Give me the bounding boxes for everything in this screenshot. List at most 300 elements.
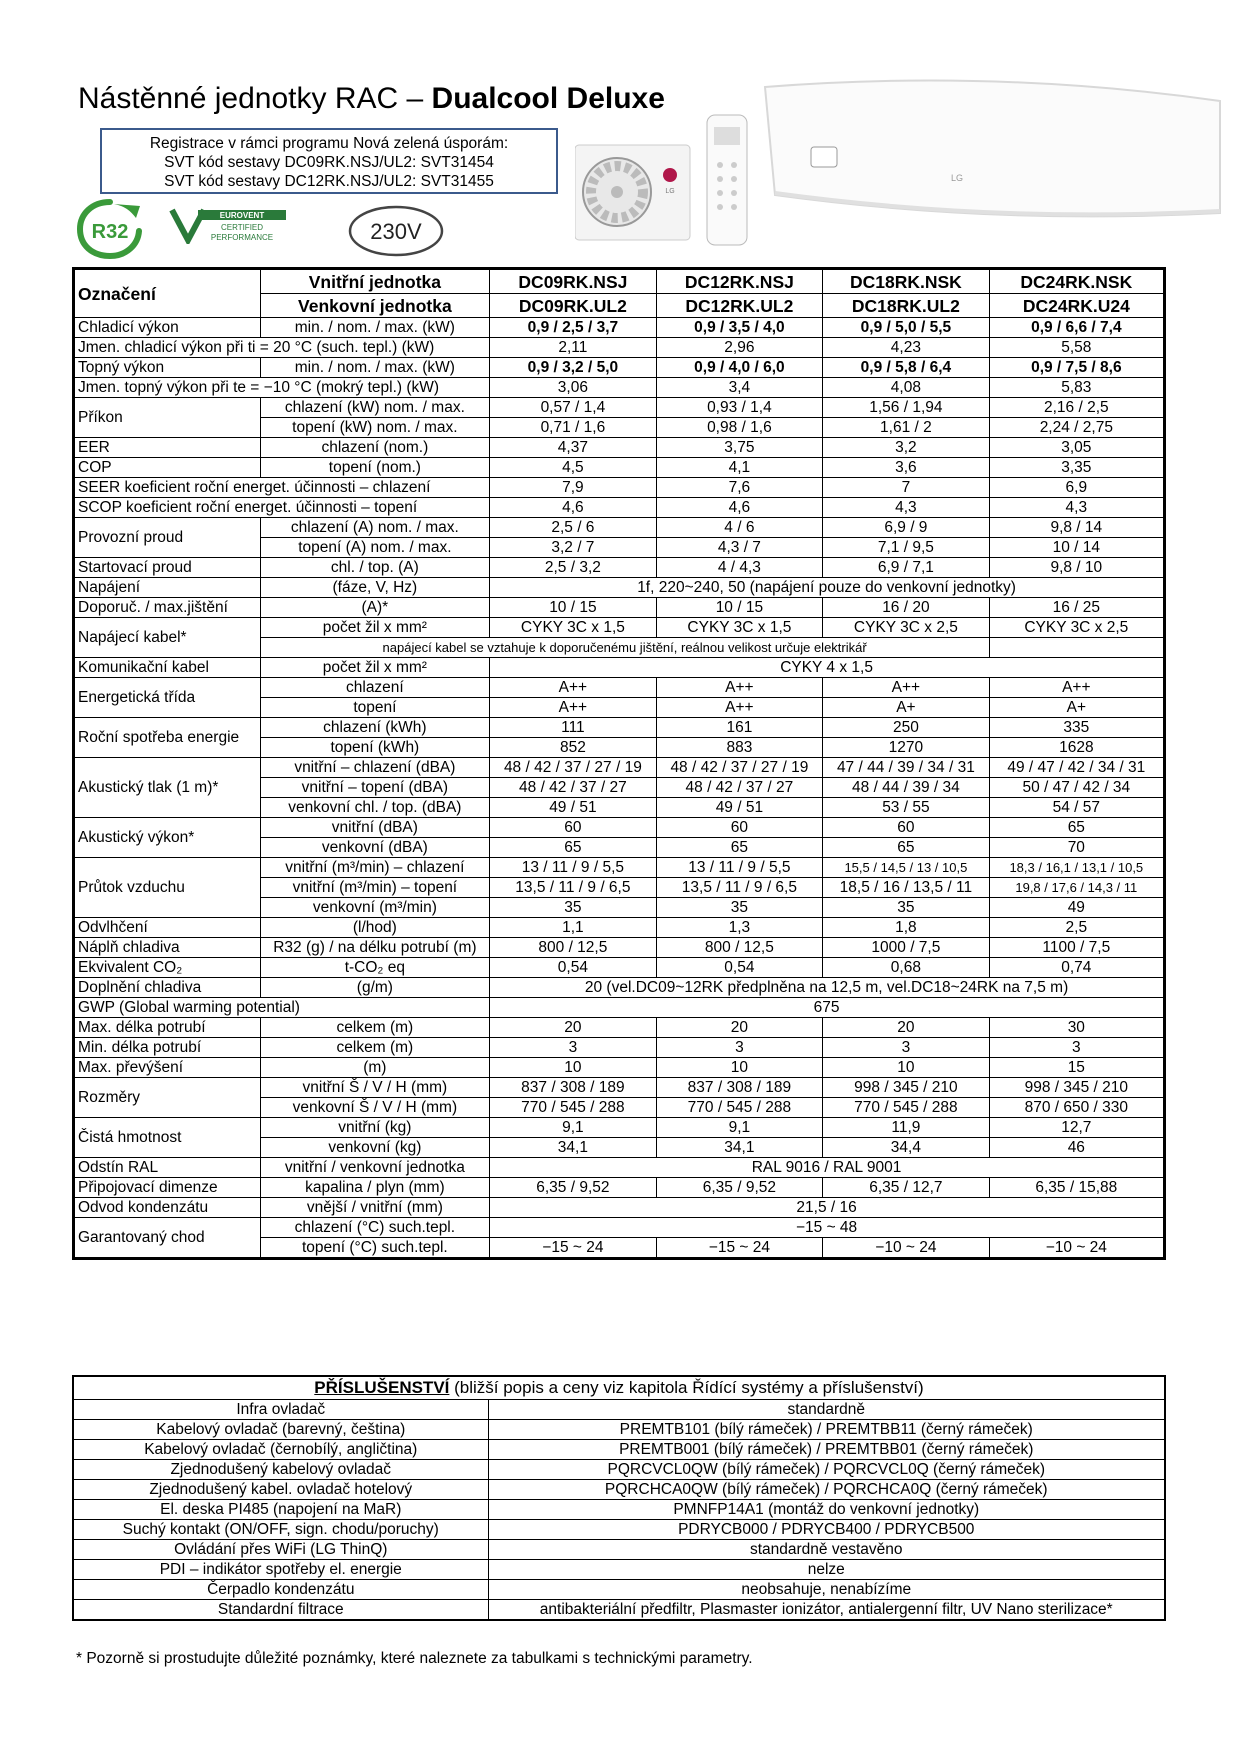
row-unit: venkovní Š / V / H (mm) [260, 1098, 490, 1118]
row-value: A+ [823, 698, 990, 718]
table-row [74, 678, 1165, 698]
row-value: 837 / 308 / 189 [656, 1078, 823, 1098]
row-value: A++ [490, 678, 657, 698]
row-value: 13 / 11 / 9 / 5,5 [490, 858, 657, 878]
table-row [74, 1178, 1165, 1198]
row-value: 2,96 [656, 338, 823, 358]
row-unit: min. / nom. / max. (kW) [260, 358, 490, 378]
row-value: 65 [989, 818, 1164, 838]
row-value: −15 ~ 24 [490, 1238, 657, 1259]
row-value: 13,5 / 11 / 9 / 6,5 [490, 878, 657, 898]
header-outdoor-model: DC24RK.U24 [989, 294, 1164, 318]
row-label: COP [74, 458, 261, 478]
row-value: 4,3 [823, 498, 990, 518]
row-value: CYKY 3C x 2,5 [823, 618, 990, 638]
row-value: 3,35 [989, 458, 1164, 478]
row-value: CYKY 3C x 1,5 [656, 618, 823, 638]
row-label: Akustický tlak (1 m)* [74, 758, 261, 818]
row-label: Náplň chladiva [74, 938, 261, 958]
registration-box [100, 128, 558, 194]
row-value: 770 / 545 / 288 [656, 1098, 823, 1118]
row-unit: vnitřní (kg) [260, 1118, 490, 1138]
row-value: 0,74 [989, 958, 1164, 978]
row-unit: (g/m) [260, 978, 490, 998]
row-value: 48 / 42 / 37 / 27 [656, 778, 823, 798]
accessory-value: PQRCHCA0QW (bílý rámeček) / PQRCHCA0Q (černý rámeček) [488, 1480, 1165, 1500]
table-row [74, 718, 1165, 738]
row-label: Napájecí kabel* [74, 618, 261, 658]
r32-label: R32 [91, 221, 129, 243]
row-value-span: 1f, 220~240, 50 (napájení pouze do venkovní jednotky) [490, 578, 1165, 598]
product-image [575, 75, 1225, 255]
row-label: Roční spotřeba energie [74, 718, 261, 758]
row-value: 10 [490, 1058, 657, 1078]
row-value-span: 21,5 / 16 [490, 1198, 1165, 1218]
accessory-value: PREMTB101 (bílý rámeček) / PREMTBB11 (černý rámeček) [488, 1420, 1165, 1440]
table-row [74, 318, 1165, 338]
row-unit: topení (kW) nom. / max. [260, 418, 490, 438]
row-value: 47 / 44 / 39 / 34 / 31 [823, 758, 990, 778]
table-row [74, 1078, 1165, 1098]
row-value: 13,5 / 11 / 9 / 6,5 [656, 878, 823, 898]
accessory-row [73, 1600, 1165, 1621]
row-value: 6,9 / 9 [823, 518, 990, 538]
accessory-value: neobsahuje, nenabízíme [488, 1580, 1165, 1600]
table-row [74, 1198, 1165, 1218]
row-value: 250 [823, 718, 990, 738]
row-value: 770 / 545 / 288 [823, 1098, 990, 1118]
row-label: GWP (Global warming potential) [74, 998, 490, 1018]
row-unit: chlazení (A) nom. / max. [260, 518, 490, 538]
accessory-name: Zjednodušený kabelový ovladač [73, 1460, 488, 1480]
row-value: 60 [823, 818, 990, 838]
row-label: Topný výkon [74, 358, 261, 378]
accessory-row [73, 1500, 1165, 1520]
row-value-span: −15 ~ 48 [490, 1218, 1165, 1238]
header-indoor-model: DC18RK.NSK [823, 269, 990, 294]
row-label: Doplnění chladiva [74, 978, 261, 998]
accessory-value: antibakteriální předfiltr, Plasmaster ionizátor, antialergenní filtr, UV Nano sterilizace* [488, 1600, 1165, 1621]
row-value: 4 / 4,3 [656, 558, 823, 578]
row-value: A+ [989, 698, 1164, 718]
row-value: 4 / 6 [656, 518, 823, 538]
table-row [74, 438, 1165, 458]
row-value: 9,8 / 10 [989, 558, 1164, 578]
table-row [74, 478, 1165, 498]
row-value: 837 / 308 / 189 [490, 1078, 657, 1098]
row-unit: chlazení [260, 678, 490, 698]
row-value: 0,9 / 3,5 / 4,0 [656, 318, 823, 338]
row-value-span: 20 (vel.DC09~12RK předplněna na 12,5 m, vel.DC18~24RK na 7,5 m) [490, 978, 1165, 998]
row-value: 6,35 / 9,52 [656, 1178, 823, 1198]
accessory-row [73, 1420, 1165, 1440]
row-value: 5,83 [989, 378, 1164, 398]
row-value: 48 / 42 / 37 / 27 [490, 778, 657, 798]
table-row [74, 558, 1165, 578]
row-unit: (fáze, V, Hz) [260, 578, 490, 598]
row-value: 3,2 / 7 [490, 538, 657, 558]
table-row [74, 858, 1165, 878]
row-value: 0,9 / 2,5 / 3,7 [490, 318, 657, 338]
row-label: Max. převýšení [74, 1058, 261, 1078]
header-outdoor-model: DC18RK.UL2 [823, 294, 990, 318]
row-value: 49 / 51 [490, 798, 657, 818]
row-unit: topení (°C) such.tepl. [260, 1238, 490, 1259]
row-unit: venkovní (m³/min) [260, 898, 490, 918]
table-row [74, 938, 1165, 958]
row-value-span: RAL 9016 / RAL 9001 [490, 1158, 1165, 1178]
accessories-table [72, 1375, 1166, 1621]
row-value: 2,5 / 6 [490, 518, 657, 538]
row-value: 1,1 [490, 918, 657, 938]
row-value: 3 [490, 1038, 657, 1058]
row-value: 1,8 [823, 918, 990, 938]
row-unit: venkovní (kg) [260, 1138, 490, 1158]
row-value: 10 / 15 [656, 598, 823, 618]
table-row [74, 978, 1165, 998]
accessory-row [73, 1440, 1165, 1460]
accessory-row [73, 1460, 1165, 1480]
row-value: 3,75 [656, 438, 823, 458]
row-value: 4,3 [989, 498, 1164, 518]
row-value: 34,1 [656, 1138, 823, 1158]
table-row [74, 758, 1165, 778]
row-value: 161 [656, 718, 823, 738]
row-value: 18,3 / 16,1 / 13,1 / 10,5 [989, 858, 1164, 878]
row-value: 6,9 / 7,1 [823, 558, 990, 578]
row-value: 0,9 / 7,5 / 8,6 [989, 358, 1164, 378]
accessory-name: Standardní filtrace [73, 1600, 488, 1621]
row-value: 998 / 345 / 210 [989, 1078, 1164, 1098]
row-value: 60 [656, 818, 823, 838]
row-unit: chlazení (nom.) [260, 438, 490, 458]
row-value: 998 / 345 / 210 [823, 1078, 990, 1098]
header-indoor-label: Vnitřní jednotka [260, 269, 490, 294]
row-value: 10 [823, 1058, 990, 1078]
accessory-value: PDRYCB000 / PDRYCB400 / PDRYCB500 [488, 1520, 1165, 1540]
row-label: Max. délka potrubí [74, 1018, 261, 1038]
row-value: 9,1 [490, 1118, 657, 1138]
row-value: 15,5 / 14,5 / 13 / 10,5 [823, 858, 990, 878]
row-label: Chladicí výkon [74, 318, 261, 338]
accessory-row [73, 1540, 1165, 1560]
row-value: 0,98 / 1,6 [656, 418, 823, 438]
row-label: Jmen. chladicí výkon při ti = 20 °C (such. tepl.) (kW) [74, 338, 490, 358]
row-label: Ekvivalent CO₂ [74, 958, 261, 978]
row-label: Garantovaný chod [74, 1218, 261, 1259]
row-label: Odvod kondenzátu [74, 1198, 261, 1218]
eurovent-text: CERTIFIED [220, 223, 264, 232]
row-value: 46 [989, 1138, 1164, 1158]
row-value: 0,9 / 3,2 / 5,0 [490, 358, 657, 378]
row-unit: chlazení (°C) such.tepl. [260, 1218, 490, 1238]
row-value: 49 / 47 / 42 / 34 / 31 [989, 758, 1164, 778]
row-value: 0,57 / 1,4 [490, 398, 657, 418]
row-value: 0,68 [823, 958, 990, 978]
eurovent-text: PERFORMANCE [210, 233, 274, 242]
row-value-span: 675 [490, 998, 1165, 1018]
accessories-header-row [73, 1376, 1165, 1400]
r32-logo-icon [74, 198, 146, 260]
row-value: 2,5 / 3,2 [490, 558, 657, 578]
accessory-name: PDI – indikátor spotřeby el. energie [73, 1560, 488, 1580]
row-value: 0,54 [490, 958, 657, 978]
row-label: SCOP koeficient roční energet. účinnosti – topení [74, 498, 490, 518]
row-value: 2,5 [989, 918, 1164, 938]
row-value: 35 [490, 898, 657, 918]
accessories-heading-rest: (bližší popis a ceny viz kapitola Řídící systémy a příslušenství) [449, 1378, 924, 1397]
row-unit: chlazení (kWh) [260, 718, 490, 738]
row-value: 12,7 [989, 1118, 1164, 1138]
row-value: 70 [989, 838, 1164, 858]
registration-line: SVT kód sestavy DC09RK.NSJ/UL2: SVT31454 [164, 154, 494, 171]
row-value: 0,71 / 1,6 [490, 418, 657, 438]
table-row [74, 518, 1165, 538]
accessory-value: standardně [488, 1400, 1165, 1420]
row-value: −15 ~ 24 [656, 1238, 823, 1259]
row-label: SEER koeficient roční energet. účinnosti – chlazení [74, 478, 490, 498]
row-value: 5,58 [989, 338, 1164, 358]
spec-table [72, 267, 1166, 1260]
accessory-name: Kabelový ovladač (černobílý, angličtina) [73, 1440, 488, 1460]
accessory-value: PQRCVCL0QW (bílý rámeček) / PQRCVCL0Q (černý rámeček) [488, 1460, 1165, 1480]
accessory-name: Infra ovladač [73, 1400, 488, 1420]
row-value: 4,6 [490, 498, 657, 518]
row-value: 4,1 [656, 458, 823, 478]
row-label: Startovací proud [74, 558, 261, 578]
row-unit: celkem (m) [260, 1018, 490, 1038]
row-unit: topení (kWh) [260, 738, 490, 758]
row-unit: (A)* [260, 598, 490, 618]
row-value-span: CYKY 4 x 1,5 [490, 658, 1165, 678]
row-value: 60 [490, 818, 657, 838]
row-value: 48 / 42 / 37 / 27 / 19 [490, 758, 657, 778]
voltage-label: 230V [370, 219, 422, 244]
table-row [74, 818, 1165, 838]
row-value: 335 [989, 718, 1164, 738]
row-label: Odstín RAL [74, 1158, 261, 1178]
table-row [74, 598, 1165, 618]
header-designation: Označení [74, 269, 261, 318]
table-row [74, 398, 1165, 418]
row-value: 0,93 / 1,4 [656, 398, 823, 418]
svg-text:LG: LG [950, 173, 964, 183]
row-unit: vnitřní (m³/min) – chlazení [260, 858, 490, 878]
accessory-row [73, 1480, 1165, 1500]
row-value: 53 / 55 [823, 798, 990, 818]
row-value: 111 [490, 718, 657, 738]
row-value: 3,4 [656, 378, 823, 398]
row-label: EER [74, 438, 261, 458]
row-value: 1628 [989, 738, 1164, 758]
row-value: 3 [823, 1038, 990, 1058]
table-row [74, 1218, 1165, 1238]
accessory-value: standardně vestavěno [488, 1540, 1165, 1560]
table-row [74, 998, 1165, 1018]
row-unit: (l/hod) [260, 918, 490, 938]
row-value: 4,3 / 7 [656, 538, 823, 558]
row-value: CYKY 3C x 2,5 [989, 618, 1164, 638]
table-row [74, 1038, 1165, 1058]
row-value: 1,61 / 2 [823, 418, 990, 438]
row-value: 13 / 11 / 9 / 5,5 [656, 858, 823, 878]
accessory-value: PMNFP14A1 (montáž do venkovní jednotky) [488, 1500, 1165, 1520]
table-row [74, 338, 1165, 358]
header-row [74, 269, 1165, 294]
accessories-heading [73, 1376, 1165, 1400]
row-unit: celkem (m) [260, 1038, 490, 1058]
row-value: 3,6 [823, 458, 990, 478]
row-unit: topení (nom.) [260, 458, 490, 478]
row-unit: min. / nom. / max. (kW) [260, 318, 490, 338]
row-unit: vnější / vnitřní (mm) [260, 1198, 490, 1218]
row-value: 870 / 650 / 330 [989, 1098, 1164, 1118]
accessory-row [73, 1520, 1165, 1540]
accessories-heading-bold: PŘÍSLUŠENSTVÍ [314, 1378, 450, 1397]
row-value: 1,3 [656, 918, 823, 938]
row-value: 4,23 [823, 338, 990, 358]
row-value: 2,24 / 2,75 [989, 418, 1164, 438]
row-unit: chl. / top. (A) [260, 558, 490, 578]
row-label: Provozní proud [74, 518, 261, 558]
row-label: Průtok vzduchu [74, 858, 261, 918]
row-unit: vnitřní / venkovní jednotka [260, 1158, 490, 1178]
accessory-name: Zjednodušený kabel. ovladač hotelový [73, 1480, 488, 1500]
row-value: 6,9 [989, 478, 1164, 498]
row-value: 3 [989, 1038, 1164, 1058]
page-title: Nástěnné jednotky RAC – Dualcool Deluxe [78, 82, 665, 115]
accessory-name: Suchý kontakt (ON/OFF, sign. chodu/poruchy) [73, 1520, 488, 1540]
row-value: A++ [823, 678, 990, 698]
row-value: 10 / 14 [989, 538, 1164, 558]
table-row [74, 1058, 1165, 1078]
eurovent-text: EUROVENT [219, 211, 265, 220]
accessory-row [73, 1400, 1165, 1420]
header-indoor-model: DC12RK.NSJ [656, 269, 823, 294]
row-value: −10 ~ 24 [823, 1238, 990, 1259]
row-value: 10 [656, 1058, 823, 1078]
row-label: Akustický výkon* [74, 818, 261, 858]
row-value: 800 / 12,5 [656, 938, 823, 958]
row-value: 0,9 / 6,6 / 7,4 [989, 318, 1164, 338]
row-value: 6,35 / 9,52 [490, 1178, 657, 1198]
row-value: 3,05 [989, 438, 1164, 458]
row-value: A++ [989, 678, 1164, 698]
footnote: * Pozorně si prostudujte důležité poznámky, které naleznete za tabulkami s technickými parametry. [76, 1650, 753, 1667]
row-value: 4,5 [490, 458, 657, 478]
registration-line: SVT kód sestavy DC12RK.NSJ/UL2: SVT31455 [164, 173, 494, 190]
row-value: 9,8 / 14 [989, 518, 1164, 538]
row-label: Příkon [74, 398, 261, 438]
header-indoor-model: DC09RK.NSJ [490, 269, 657, 294]
accessory-row [73, 1560, 1165, 1580]
accessory-value: PREMTB001 (bílý rámeček) / PREMTBB01 (černý rámeček) [488, 1440, 1165, 1460]
row-value: 18,5 / 16 / 13,5 / 11 [823, 878, 990, 898]
row-value: 1100 / 7,5 [989, 938, 1164, 958]
row-label: Min. délka potrubí [74, 1038, 261, 1058]
row-value: 30 [989, 1018, 1164, 1038]
row-value: 0,9 / 4,0 / 6,0 [656, 358, 823, 378]
table-row [74, 498, 1165, 518]
row-value: 0,9 / 5,0 / 5,5 [823, 318, 990, 338]
row-value: 6,35 / 15,88 [989, 1178, 1164, 1198]
row-label: Napájení [74, 578, 261, 598]
row-label: Doporuč. / max.jištění [74, 598, 261, 618]
row-value: 7,1 / 9,5 [823, 538, 990, 558]
row-unit: t-CO₂ eq [260, 958, 490, 978]
row-value: 20 [656, 1018, 823, 1038]
table-row [74, 378, 1165, 398]
row-value: 34,4 [823, 1138, 990, 1158]
row-unit: počet žil x mm² [260, 618, 490, 638]
table-row [74, 1018, 1165, 1038]
row-value: 2,16 / 2,5 [989, 398, 1164, 418]
row-unit: topení [260, 698, 490, 718]
table-row [74, 618, 1165, 638]
table-row [74, 458, 1165, 478]
row-value: 7 [823, 478, 990, 498]
row-unit: chlazení (kW) nom. / max. [260, 398, 490, 418]
row-value: 2,11 [490, 338, 657, 358]
lg-logo-icon [663, 168, 677, 182]
row-value: 9,1 [656, 1118, 823, 1138]
row-value: 20 [823, 1018, 990, 1038]
accessory-row [73, 1580, 1165, 1600]
row-unit: topení (A) nom. / max. [260, 538, 490, 558]
row-unit: počet žil x mm² [260, 658, 490, 678]
accessory-name: El. deska PI485 (napojení na MaR) [73, 1500, 488, 1520]
table-row [74, 658, 1165, 678]
row-value: A++ [656, 678, 823, 698]
row-value: −10 ~ 24 [989, 1238, 1164, 1259]
table-row [74, 578, 1165, 598]
row-value: 0,9 / 5,8 / 6,4 [823, 358, 990, 378]
row-label: Čistá hmotnost [74, 1118, 261, 1158]
header-indoor-model: DC24RK.NSK [989, 269, 1164, 294]
accessory-name: Čerpadlo kondenzátu [73, 1580, 488, 1600]
row-value: 800 / 12,5 [490, 938, 657, 958]
row-value: 35 [823, 898, 990, 918]
row-value: 3 [656, 1038, 823, 1058]
row-value: 50 / 47 / 42 / 34 [989, 778, 1164, 798]
row-unit: (m) [260, 1058, 490, 1078]
table-row [74, 358, 1165, 378]
row-label: Komunikační kabel [74, 658, 261, 678]
row-value: 7,9 [490, 478, 657, 498]
row-value: 1270 [823, 738, 990, 758]
row-value: 65 [656, 838, 823, 858]
accessory-name: Kabelový ovladač (barevný, čeština) [73, 1420, 488, 1440]
row-value: 16 / 25 [989, 598, 1164, 618]
row-value: 770 / 545 / 288 [490, 1098, 657, 1118]
row-value: 16 / 20 [823, 598, 990, 618]
svg-text:LG: LG [665, 188, 675, 195]
eurovent-logo-icon [168, 206, 288, 244]
row-label: Rozměry [74, 1078, 261, 1118]
row-unit: venkovní chl. / top. (dBA) [260, 798, 490, 818]
row-value: 852 [490, 738, 657, 758]
row-value: 35 [656, 898, 823, 918]
row-value: 65 [823, 838, 990, 858]
row-value-span: napájecí kabel se vztahuje k doporučenému jištění, reálnou velikost určuje elektrikář [260, 638, 989, 658]
row-value: 15 [989, 1058, 1164, 1078]
header-outdoor-model: DC12RK.UL2 [656, 294, 823, 318]
row-unit: venkovní (dBA) [260, 838, 490, 858]
row-value: 3,06 [490, 378, 657, 398]
row-value: CYKY 3C x 1,5 [490, 618, 657, 638]
row-label: Energetická třída [74, 678, 261, 718]
row-unit: vnitřní Š / V / H (mm) [260, 1078, 490, 1098]
